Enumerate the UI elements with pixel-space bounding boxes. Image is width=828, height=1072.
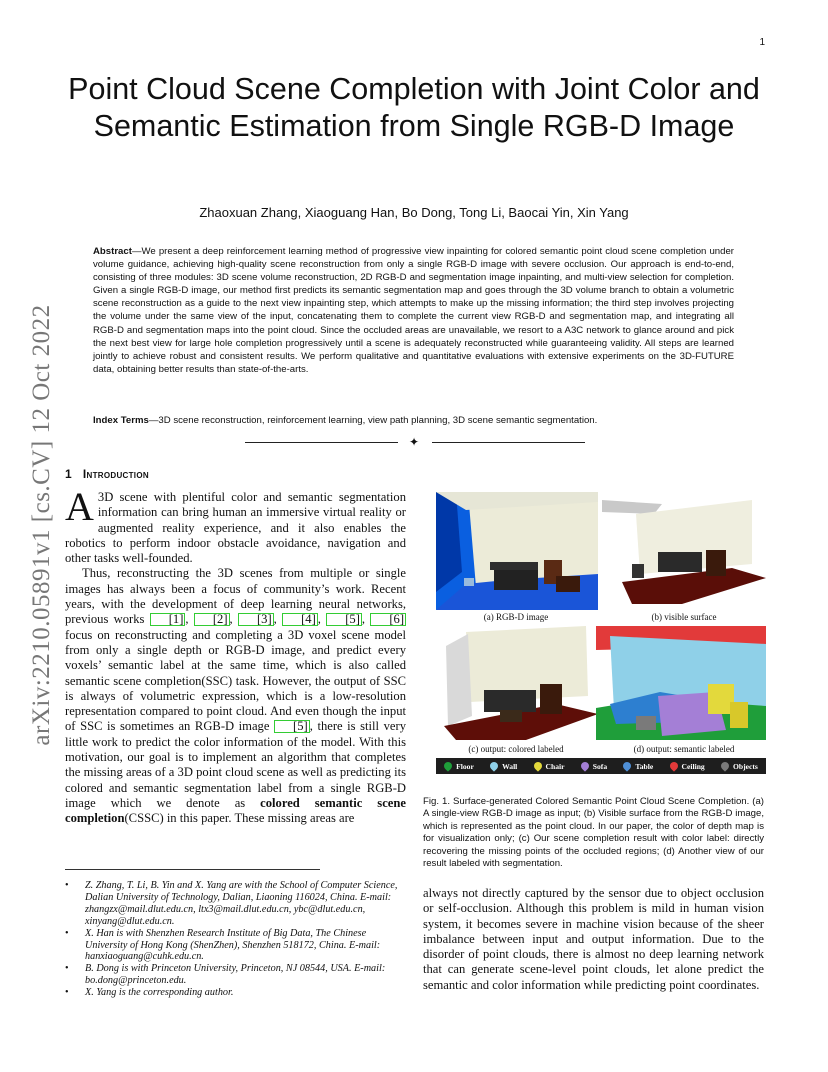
- colored-output-render: [436, 626, 598, 740]
- citation-link[interactable]: [3]: [238, 613, 274, 626]
- intro-p2-c: , there is still very little work to predict the color information of the model. With this motivation, our goal is to implement an algorithm that completes the missing areas of a 3D point cloud scene as well as predicting its colored and semantic segmentation label from a single RGB-D image which we denote as: [65, 719, 407, 810]
- intro-paragraph-2: [65, 566, 406, 826]
- citation-link[interactable]: [4]: [282, 613, 318, 626]
- intro-bold-term: colored semantic scene completion: [65, 795, 406, 826]
- panel-semantic-output: [596, 626, 766, 740]
- legend-marker-icon: [532, 760, 543, 771]
- section-number: 1: [65, 467, 72, 481]
- intro-p1-text: 3D scene with plentiful color and semantic segmentation information can bring human an immersive virtual reality or augmented reality experience, and it also enables the robotics to perform indoor obstacle avoidance, navigation and other tasks well-founded.: [65, 490, 406, 566]
- rgbd-image-render: [436, 492, 598, 610]
- figure-caption: Fig. 1. Surface-generated Colored Semantic Point Cloud Scene Completion. (a) A single-view RGB-D image as input; (b) Visible surface from the RGB-D image, which is represented as the point cloud. In our paper, the color of depth map is for visualization only; (c) Our scene completion result with color label: directly recovering the missing points of the occluded regions; (d) Another view of our result labeled with segmentation.: [423, 796, 764, 870]
- legend-marker-icon: [579, 760, 590, 771]
- panel-rgbd-image: [436, 492, 598, 610]
- footnote-item: • B. Dong is with Princeton University, Princeton, NJ 08544, USA. E-mail: bo.dong@princeton.edu.: [65, 963, 406, 987]
- legend-marker-icon: [442, 760, 453, 771]
- legend-marker-icon: [668, 760, 679, 771]
- separator-line-right: [432, 442, 585, 443]
- section-heading: [65, 467, 149, 481]
- separator-diamond-icon: ✦: [409, 435, 420, 449]
- paper-title: Point Cloud Scene Completion with Joint Color and Semantic Estimation from Single RGB-D Image: [68, 72, 760, 143]
- cite-sep: ,: [229, 612, 238, 627]
- dropcap-letter: A: [65, 484, 94, 529]
- legend-item: [490, 762, 517, 771]
- intro-p2-b: focus on reconstructing and completing a 3D voxel scene model from only a single depth or RGB-D image, and predict every voxels’ semantic label at the same time, which is also called semantic scene completion(SSC) task. However, the output of SSC is always of volumetric expression, which is a low-resolution representation compared to point cloud. And even though the input of SSC is sometimes an RGB-D image: [65, 627, 406, 734]
- citation-link[interactable]: [5]: [326, 613, 362, 626]
- separator-line-left: [245, 442, 398, 443]
- index-terms-text: —3D scene reconstruction, reinforcement learning, view path planning, 3D scene semantic segmentation.: [148, 415, 598, 426]
- section-title: Introduction: [82, 467, 149, 481]
- visible-surface-render: [602, 492, 766, 610]
- citation-link[interactable]: [2]: [194, 613, 230, 626]
- semantic-output-render: [596, 626, 766, 740]
- intro-column-left: [65, 484, 407, 827]
- panel-visible-surface: [602, 492, 766, 610]
- intro-p2-a: Thus, reconstructing the 3D scenes from multiple or single images has always been a focus of community’s work. Recent years, with the development of deep learning neural networks, previous works: [65, 566, 406, 627]
- semantic-legend: [436, 758, 766, 774]
- author-list: Zhaoxuan Zhang, Xiaoguang Han, Bo Dong, Tong Li, Baocai Yin, Xin Yang: [199, 205, 629, 220]
- legend-item: [534, 762, 565, 771]
- legend-label: Objects: [732, 761, 758, 771]
- legend-marker-icon: [719, 760, 730, 771]
- cite-sep: ,: [361, 612, 371, 627]
- page-number: 1: [759, 37, 765, 48]
- footnote-item: • X. Yang is the corresponding author.: [65, 987, 406, 999]
- footnote-item: • Z. Zhang, T. Li, B. Yin and X. Yang are with the School of Computer Science, Dalian University of Technology, Dalian, Liaoning 116024, China. E-mail: zhangzx@mail.dlut.edu.cn, ltx3@mail.dlut.edu.cn, ybc@dlut.edu.cn, xinyang@dlut.edu.cn.: [65, 880, 406, 928]
- abstract: [93, 245, 734, 376]
- panel-label-d: (d) output: semantic labeled: [633, 744, 735, 754]
- citation-link[interactable]: [6]: [370, 613, 406, 626]
- legend-label: Sofa: [592, 761, 608, 771]
- legend-marker-icon: [488, 760, 499, 771]
- index-terms-label: Index Terms: [93, 415, 149, 426]
- legend-item: [444, 762, 474, 771]
- legend-item: [721, 762, 758, 771]
- footnote-rule: [65, 869, 320, 870]
- legend-label: Table: [635, 761, 654, 771]
- legend-label: Floor: [456, 761, 474, 771]
- legend-item: [670, 762, 705, 771]
- intro-paragraph-1: [65, 484, 406, 566]
- legend-label: Chair: [545, 761, 565, 771]
- legend-item: [623, 762, 653, 771]
- legend-item: [581, 762, 607, 771]
- panel-colored-output: [436, 626, 598, 740]
- cite-sep: ,: [273, 612, 283, 627]
- panel-label-c: (c) output: colored labeled: [468, 744, 564, 754]
- affiliation-footnotes: [65, 880, 406, 999]
- citation-link[interactable]: [1]: [150, 613, 186, 626]
- index-terms: [93, 414, 734, 427]
- panel-label-a: (a) RGB-D image: [483, 612, 549, 622]
- intro-p2-d: (CSSC) in this paper. These missing areas are: [124, 811, 355, 826]
- cite-sep: ,: [185, 612, 194, 627]
- abstract-label: Abstract: [93, 246, 132, 257]
- legend-marker-icon: [622, 760, 633, 771]
- panel-label-b: (b) visible surface: [651, 612, 717, 622]
- intro-column-right: always not directly captured by the sensor due to object occlusion or self-occlusion. Although this problem is mild in human vision system, it becomes severe in machine vision because of the sheer imbalance between input and output information. Due to the disorder of point clouds, there is almost no deep learning network that can generate scene-level point clouds, let alone predict the semantic and color information while predicting point coordinates.: [423, 886, 764, 992]
- cite-sep: ,: [317, 612, 327, 627]
- citation-link[interactable]: [5]: [274, 720, 310, 733]
- section-separator: [245, 435, 585, 449]
- arxiv-stamp: [22, 290, 62, 760]
- arxiv-id: arXiv:2210.05891v1 [cs.CV] 12 Oct 2022: [28, 304, 55, 746]
- abstract-text: —We present a deep reinforcement learning method of progressive view inpainting for colored semantic point cloud scene completion under volume guidance, achieving high-quality scene reconstruction from only a single RGB-D image with severe occlusion. Our approach is end-to-end, consisting of three modules: 3D scene volume reconstruction, 2D RGB-D and segmentation image inpainting, and multi-view selection for completion. Given a single RGB-D image, our method first predicts its semantic segmentation map and goes through the 3D volume branch to obtain a volumetric scene reconstruction as a guide to the next view inpainting step, which attempts to make up the missing information; the third step involves projecting the volume under the same view of the input, concatenating them to complete the current view RGB-D and segmentation map, and integrating all RGB-D and segmentation maps into the point cloud. Since the occluded areas are unavailable, we resort to a A3C network to glance around and pick the next best view for large hole completion progressively until a scene is adequately reconstructed while guaranteeing validity. All steps are learned jointly to achieve robust and consistent results. We perform qualitative and quantitative evaluations with extensive experiments on the 3D-FUTURE data, obtaining better results than state-of-the-arts.: [93, 246, 734, 375]
- footnote-item: • X. Han is with Shenzhen Research Institute of Big Data, The Chinese University of Hong Kong (ShenZhen), Shenzhen 518172, China. E-mail: hanxiaoguang@cuhk.edu.cn.: [65, 928, 406, 964]
- legend-label: Ceiling: [681, 761, 705, 771]
- legend-label: Wall: [502, 761, 518, 771]
- figure-1: [436, 492, 766, 774]
